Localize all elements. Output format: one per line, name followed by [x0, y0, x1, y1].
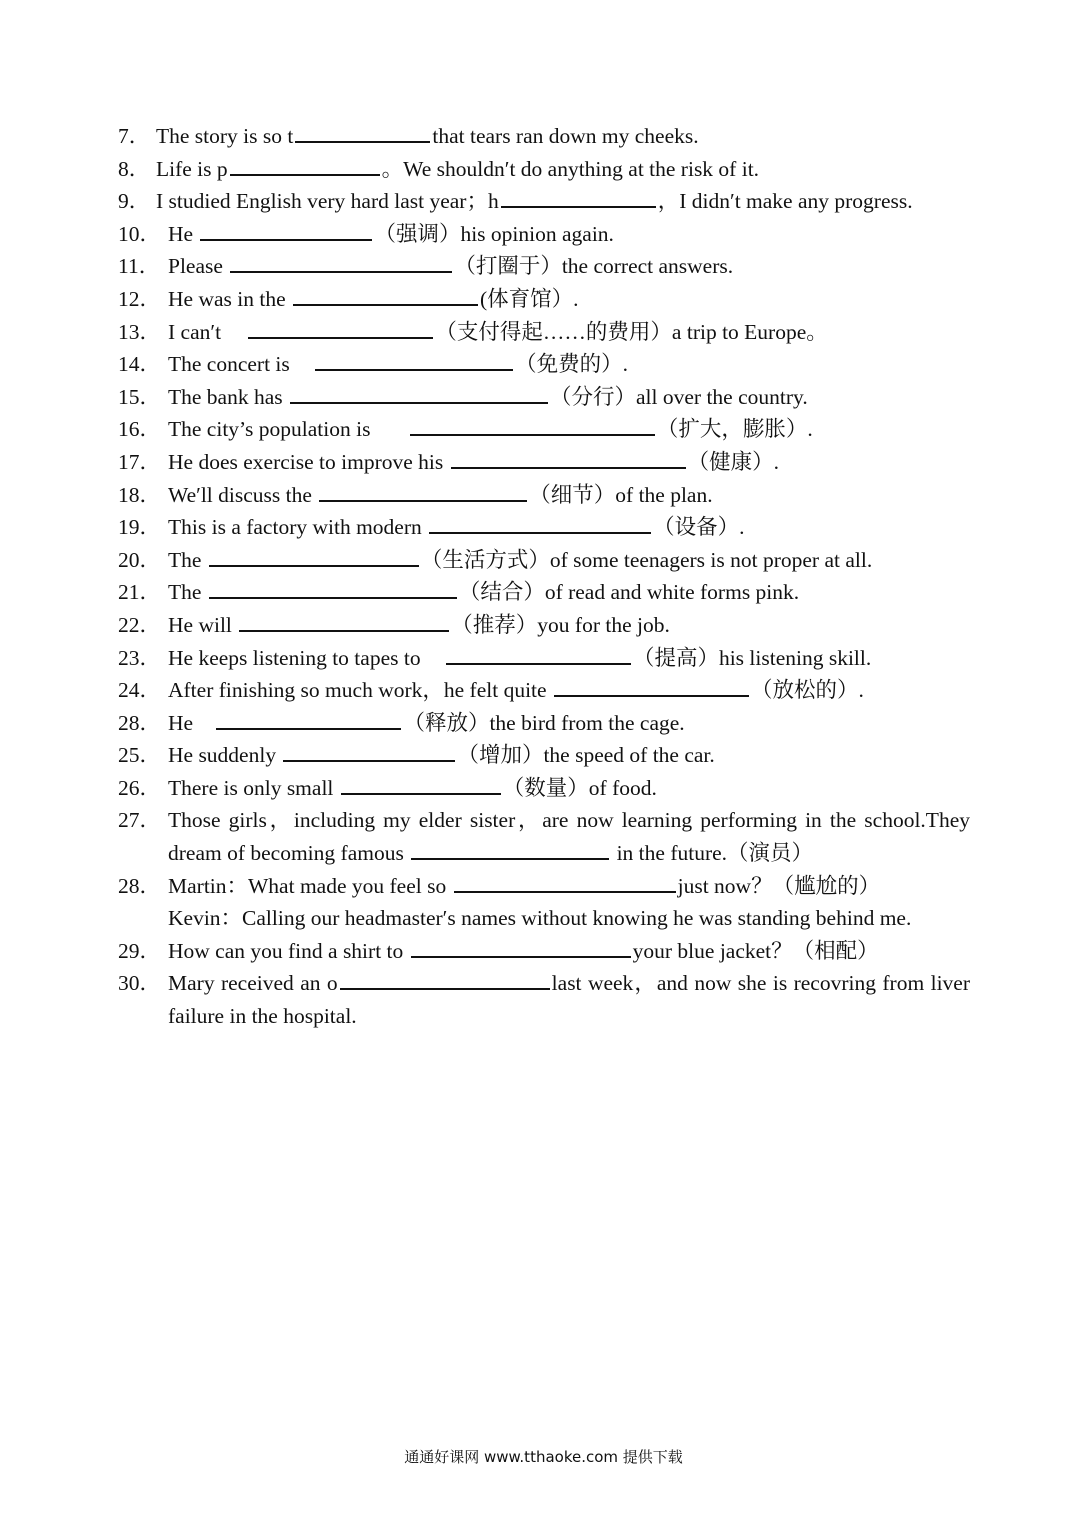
- question-text-before: He was in the: [168, 286, 291, 311]
- answer-blank[interactable]: [340, 968, 550, 990]
- question-22: [118, 609, 970, 642]
- answer-blank[interactable]: [290, 382, 548, 404]
- question-number: 20．: [118, 547, 162, 572]
- answer-blank[interactable]: [200, 219, 372, 241]
- answer-blank[interactable]: [446, 643, 631, 665]
- answer-blank[interactable]: [230, 154, 380, 176]
- question-text-before: The: [168, 580, 207, 605]
- question-text-before: Martin：What made you feel so: [168, 873, 452, 898]
- question-number: 18．: [118, 482, 162, 507]
- question-text-after: （设备）.: [653, 515, 745, 540]
- question-number: 13．: [118, 319, 162, 344]
- answer-blank[interactable]: [341, 773, 501, 795]
- answer-blank[interactable]: [230, 251, 452, 273]
- question-number: 24．: [118, 678, 162, 703]
- question-29: [118, 935, 970, 968]
- answer-blank[interactable]: [501, 186, 656, 208]
- footer-credit: 通通好课网 www.tthaoke.com 提供下载: [404, 1448, 683, 1466]
- question-number: 21．: [118, 580, 162, 605]
- answer-blank[interactable]: [410, 414, 655, 436]
- question-text-after: （释放）the bird from the cage.: [403, 710, 685, 735]
- question-text-before: There is only small: [168, 775, 339, 800]
- question-number: 23．: [118, 645, 162, 670]
- question-10: [118, 218, 970, 251]
- question-9: [118, 185, 970, 218]
- question-number: 27．: [118, 808, 162, 833]
- question-text-after: （结合）of read and white forms pink.: [458, 580, 800, 605]
- question-text-before: He will: [168, 612, 238, 637]
- question-number: 16．: [118, 417, 162, 442]
- question-text-after: （扩大，膨胀）.: [656, 417, 813, 442]
- question-text-before: He: [168, 221, 199, 246]
- question-text-after: in the future.（演员）: [611, 841, 814, 866]
- question-18: [118, 479, 970, 512]
- question-number: 22．: [118, 612, 162, 637]
- dialogue-reply: Kevin：Calling our headmaster′s names without knowing he was standing behind me.: [168, 906, 912, 931]
- question-text-after: ，I didn′t make any progress.: [657, 189, 913, 214]
- question-text-before: Mary received an o: [168, 971, 338, 996]
- question-19: [118, 511, 970, 544]
- question-text-after: （细节）of the plan.: [529, 482, 713, 507]
- answer-blank[interactable]: [411, 936, 631, 958]
- question-number: 29．: [118, 938, 162, 963]
- question-number: 25．: [118, 743, 162, 768]
- question-number: 15．: [118, 384, 162, 409]
- question-text-before: Please: [168, 254, 229, 279]
- question-text-before: Life is p: [156, 156, 228, 181]
- question-text-after: （生活方式）of some teenagers is not proper at all.: [420, 547, 873, 572]
- answer-blank[interactable]: [209, 577, 457, 599]
- question-number: 17．: [118, 449, 162, 474]
- question-text-before: The bank has: [168, 384, 289, 409]
- question-text-after: just now？（尴尬的）: [677, 873, 881, 898]
- question-text-after: (体育馆）.: [480, 286, 579, 311]
- question-number: 9．: [118, 189, 151, 214]
- question-text-after: （强调）his opinion again.: [374, 221, 614, 246]
- question-28b: [118, 870, 970, 935]
- question-26: [118, 772, 970, 805]
- question-text-before: He: [168, 710, 199, 735]
- question-24: [118, 674, 970, 707]
- question-text-after: （支付得起……的费用）a trip to Europe。: [435, 319, 828, 344]
- answer-blank[interactable]: [216, 708, 401, 730]
- question-text-before: I studied English very hard last year；h: [156, 189, 499, 214]
- question-25: [118, 739, 970, 772]
- question-number: 11．: [118, 254, 161, 279]
- question-text-after: （打圈于）the correct answers.: [454, 254, 734, 279]
- answer-blank[interactable]: [248, 317, 433, 339]
- question-23: [118, 642, 970, 675]
- question-17: [118, 446, 970, 479]
- answer-blank[interactable]: [429, 512, 651, 534]
- question-text-before: The concert is: [168, 352, 296, 377]
- question-text-before: After finishing so much work，he felt quite: [168, 678, 552, 703]
- question-text-before: He does exercise to improve his: [168, 449, 449, 474]
- question-number: 28．: [118, 710, 162, 735]
- question-21: [118, 576, 970, 609]
- question-text-before: We′ll discuss the: [168, 482, 318, 507]
- answer-blank[interactable]: [315, 349, 513, 371]
- question-number: 8．: [118, 156, 151, 181]
- question-text-after: （数量）of food.: [502, 775, 657, 800]
- answer-blank[interactable]: [319, 480, 527, 502]
- question-text-before: The: [168, 547, 207, 572]
- answer-blank[interactable]: [454, 871, 676, 893]
- question-7: [118, 120, 970, 153]
- question-text-after: last week，and now she is recovring from liver failure in the hospital.: [168, 971, 971, 1029]
- answer-blank[interactable]: [411, 838, 609, 860]
- exercise-list: [118, 120, 970, 1033]
- question-text-after: 。We shouldn′t do anything at the risk of it.: [381, 156, 760, 181]
- question-number: 30．: [118, 971, 162, 996]
- question-text-before: This is a factory with modern: [168, 515, 428, 540]
- answer-blank[interactable]: [239, 610, 449, 632]
- question-text-before: Those girls，including my elder sister，are now learning performing in the school.They dream of becoming famous: [168, 808, 970, 866]
- answer-blank[interactable]: [293, 284, 478, 306]
- answer-blank[interactable]: [209, 545, 419, 567]
- question-8: [118, 153, 970, 186]
- question-20: [118, 544, 970, 577]
- question-text-after: （放松的）.: [750, 678, 864, 703]
- question-number: 10．: [118, 221, 162, 246]
- question-text-after: （分行）all over the country.: [550, 384, 808, 409]
- question-text-after: （推荐）you for the job.: [451, 612, 670, 637]
- question-text-before: He keeps listening to tapes to: [168, 645, 426, 670]
- question-number: 7．: [118, 124, 151, 148]
- question-text-after: （健康）.: [687, 449, 780, 474]
- question-text-after: （提高）his listening skill.: [632, 645, 872, 670]
- question-text-before: How can you find a shirt to: [168, 938, 409, 963]
- question-text-before: I can′t: [168, 319, 227, 344]
- question-text-after: your blue jacket？（相配）: [632, 938, 879, 963]
- question-11: [118, 250, 970, 283]
- answer-blank[interactable]: [451, 447, 686, 469]
- answer-blank[interactable]: [554, 675, 749, 697]
- question-text-after: （增加）the speed of the car.: [457, 743, 715, 768]
- question-text-before: The story is so t: [156, 124, 294, 148]
- question-text-after: （免费的）.: [515, 352, 629, 377]
- answer-blank[interactable]: [283, 740, 455, 762]
- answer-blank[interactable]: [295, 121, 430, 143]
- question-number: 12．: [118, 286, 162, 311]
- question-16: [118, 413, 970, 446]
- question-30: [118, 967, 970, 1032]
- question-number: 28．: [118, 873, 162, 898]
- question-number: 14．: [118, 352, 162, 377]
- question-27: [118, 804, 970, 869]
- question-15: [118, 381, 970, 414]
- question-text-before: The city’s population is: [168, 417, 376, 442]
- question-14: [118, 348, 970, 381]
- question-number: 26．: [118, 775, 162, 800]
- question-text-after: that tears ran down my cheeks.: [432, 124, 699, 148]
- question-13: [118, 316, 970, 349]
- question-12: [118, 283, 970, 316]
- question-number: 19．: [118, 515, 162, 540]
- question-text-before: He suddenly: [168, 743, 282, 768]
- question-28a: [118, 707, 970, 740]
